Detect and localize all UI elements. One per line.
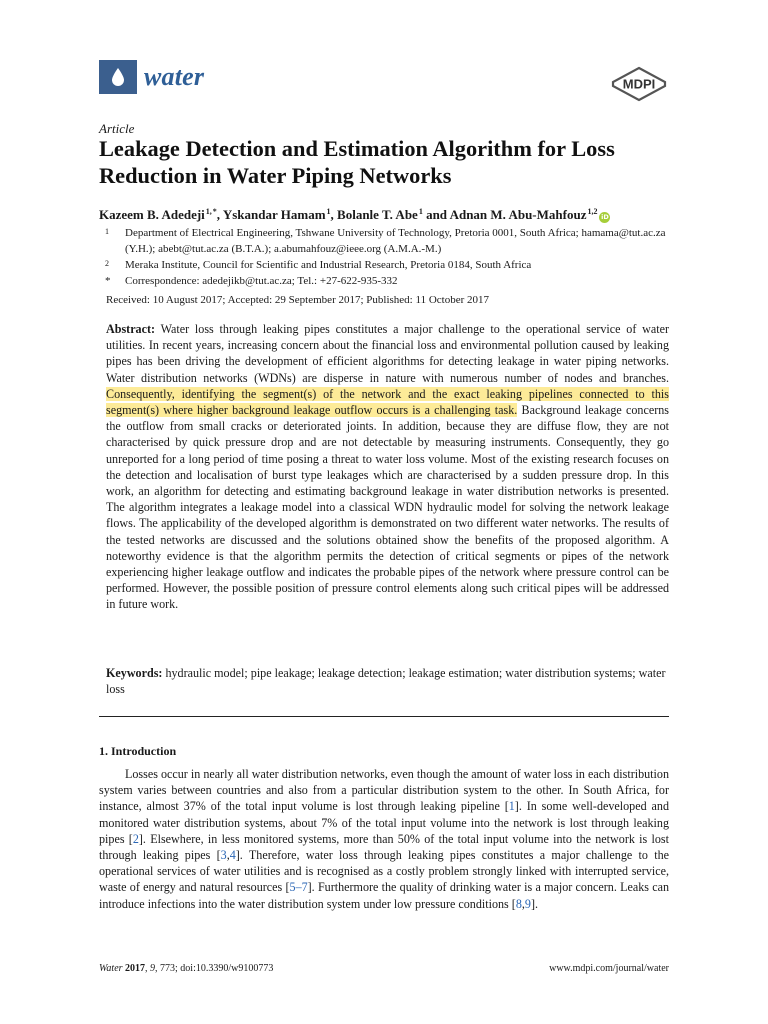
- footer-citation: Water 2017, 9, 773; doi:10.3390/w9100773: [99, 963, 274, 974]
- author-name: Yskandar Hamam: [222, 207, 326, 222]
- journal-name: water: [144, 62, 205, 91]
- affiliation-mark: 1: [105, 227, 109, 236]
- footer-year: 2017: [125, 963, 146, 974]
- footer-doi: , 773; doi:10.3390/w9100773: [155, 963, 274, 974]
- author-separator: and: [422, 207, 450, 222]
- footer-volume: 9: [150, 963, 156, 974]
- article-title: Leakage Detection and Estimation Algorithm for Loss Reduction in Water Piping Networks: [99, 136, 615, 188]
- citation-link[interactable]: 5–7: [289, 880, 308, 895]
- body-text: ]. Therefore, water loss through leaking pipes constitutes a major challenge to the operational services of water utilities and is recognised as a costly problem strongly linked with interrupted service, waste of energy and natural resources [: [99, 848, 669, 895]
- author-affiliation-mark: 1,: [205, 207, 212, 216]
- highlighted-text[interactable]: Consequently, identifying the segment(s) of the network and the exact leaking pipelines connected to this segment(s) where higher background leakage outflow occurs is a challenging task.: [106, 386, 669, 418]
- abstract: [106, 321, 669, 613]
- abstract-text: Background leakage concerns the outflow from small cracks or deteriorated joints. In addition, because they are diffuse flow, they are not characterised by quick pressure drop and are not detectable by measuring instruments. Consequently, they go unreported for a long period of time posing a threat to water loss volume. Most of the existing research focuses on the detection and localisation of burst type leakages which are characterised by a sudden pressure drop. In this work, an algorithm for detecting and estimating background leakage in water distribution networks is presented. The algorithm integrates a leakage model into a classical WDN hydraulic model for solving the network leakage flows. The applicability of the developed algorithm is demonstrated on two different water networks. The results of the tested networks are discussed and the solutions obtained show the benefits of the proposed algorithm. A noteworthy evidence is that the algorithm permits the detection of critical segments or pipes of the network experiencing higher leakage outflow and indicates the probable pipes of the network where pressure control can be performed. However, the possible position of pressure control elements along such critical pipes will be addressed in future work.: [106, 403, 669, 612]
- abstract-label: Abstract:: [106, 322, 156, 336]
- journal-logo[interactable]: [99, 60, 204, 94]
- section-divider: [99, 716, 669, 717]
- author-separator: ,: [216, 207, 223, 222]
- citation-link[interactable]: 2: [132, 831, 139, 846]
- body-text: ].: [530, 896, 539, 911]
- abstract-text: Water loss through leaking pipes constitutes a major challenge to the operational service of water utilities. In recent years, increasing concern about the financial loss and environmental pollution caused by leaking pipes has been driving the development of efficient algorithms for detecting leakage in water piping networks. Water distribution networks (WDNs) are disperse in nature with numerous number of nodes and branches.: [106, 322, 669, 385]
- affiliation-mark: 2: [105, 259, 109, 268]
- affiliation-item: [99, 257, 669, 273]
- publisher-logo[interactable]: [610, 66, 668, 106]
- author-name: Bolanle T. Abe: [337, 207, 418, 222]
- body-text: ]. Furthermore the quality of drinking water is a major concern. Leaks can introduce infections into the water distribution system under low pressure conditions [: [99, 880, 669, 911]
- author-affiliation-mark: 1,2: [587, 207, 598, 216]
- affiliation-text: Meraka Institute, Council for Scientific and Industrial Research, Pretoria 0184, South Africa: [125, 259, 532, 271]
- citation-link[interactable]: 9: [524, 896, 531, 911]
- correspondence-item: [99, 273, 669, 289]
- water-drop-icon: [99, 60, 137, 94]
- section-heading: 1. Introduction: [99, 744, 177, 758]
- author-name: Adnan M. Abu-Mahfouz: [449, 207, 587, 222]
- body-text: Losses occur in nearly all water distribution networks, even though the amount of water loss in each distribution system varies between countries and also from a particular distribution system to the other. In South Africa, for instance, almost 37% of the total input volume is lost through leaking pipeline [: [99, 767, 669, 814]
- publisher-name: MDPI: [622, 76, 656, 92]
- correspondence-text: Correspondence: adedejikb@tut.ac.za; Tel.: +27-622-935-332: [125, 275, 398, 287]
- author-affiliation-mark: 1: [418, 207, 423, 216]
- citation-link[interactable]: 8: [515, 896, 522, 911]
- author-affiliation-mark: 1: [326, 207, 331, 216]
- citation-link[interactable]: 4: [229, 848, 236, 863]
- publication-dates: Received: 10 August 2017; Accepted: 29 September 2017; Published: 11 October 2017: [106, 294, 490, 306]
- author-separator: ,: [330, 207, 338, 222]
- body-text: ]. In some well-developed and monitored water distribution systems, about 7% of the total input volume into the network is lost through leaking pipes [: [99, 799, 669, 846]
- footer-journal: Water: [99, 963, 123, 974]
- orcid-icon[interactable]: iD: [601, 213, 609, 221]
- article-type: Article: [99, 121, 135, 136]
- author-name: Kazeem B. Adedeji: [99, 207, 205, 222]
- affiliation-item: [99, 225, 669, 257]
- introduction-paragraph: [99, 766, 669, 912]
- citation-link[interactable]: 3: [220, 848, 227, 863]
- keywords-text: hydraulic model; pipe leakage; leakage detection; leakage estimation; water distribution systems; water loss: [106, 666, 666, 697]
- body-text: ]. Elsewhere, in less monitored systems, more than 50% of the total input volume into the network is lost through leaking pipes [: [99, 831, 669, 863]
- body-text: ,: [521, 896, 525, 911]
- keywords: [106, 665, 669, 697]
- citation-link[interactable]: 1: [508, 799, 515, 814]
- affiliation-text: Department of Electrical Engineering, Tshwane University of Technology, Pretoria 0001, South Africa; hamama@tut.ac.za (Y.H.); abebt@tut.ac.za (B.T.A.); a.abumahfouz@ieee.org (A.M.A.-M.): [125, 227, 666, 255]
- keywords-label: Keywords:: [106, 666, 163, 680]
- correspondence-mark: *: [105, 275, 111, 287]
- author-list: [99, 203, 610, 224]
- footer-url[interactable]: www.mdpi.com/journal/water: [549, 963, 669, 974]
- affiliation-list: [99, 225, 669, 289]
- body-text: ,: [226, 848, 230, 863]
- corresponding-mark: *: [212, 207, 217, 216]
